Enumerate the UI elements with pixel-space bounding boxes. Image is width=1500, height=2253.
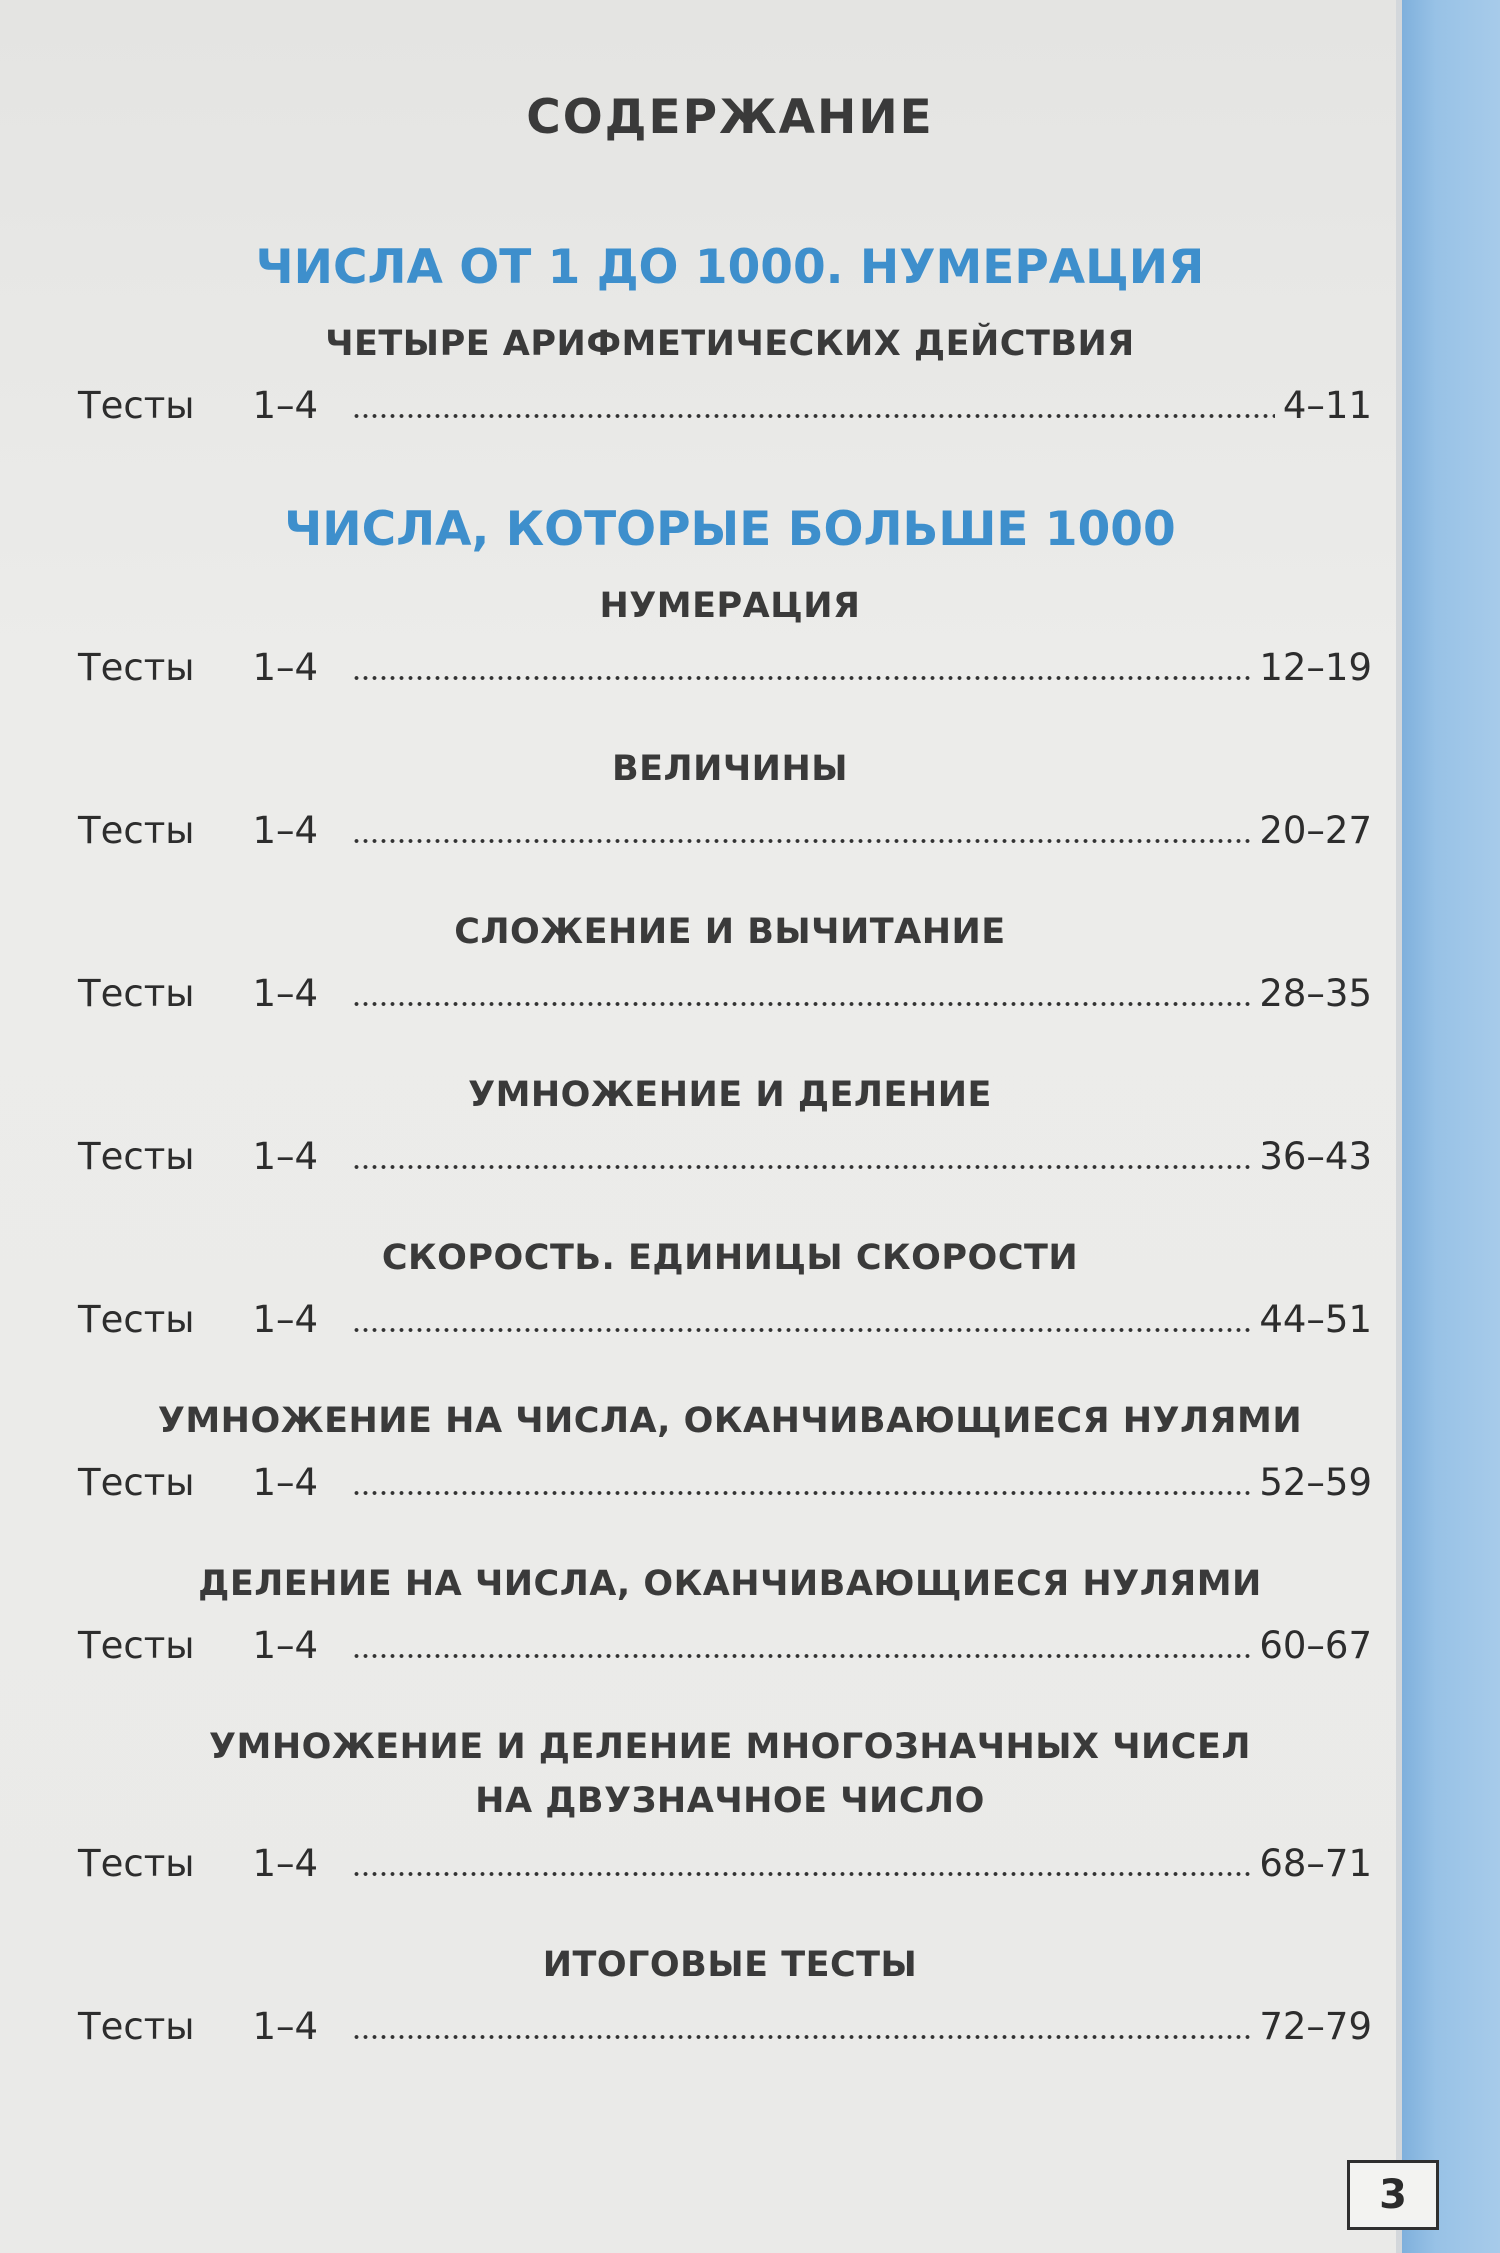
- toc-label: Тесты: [78, 1461, 195, 1504]
- dot-leader: [352, 1870, 1251, 1878]
- toc-row-numeration[interactable]: [78, 646, 1372, 692]
- section-title-addition: СЛОЖЕНИЕ И ВЫЧИТАНИЕ: [454, 912, 1006, 952]
- dot-leader: [352, 412, 1275, 420]
- section-title-multidigit-line2: НА ДВУЗНАЧНОЕ ЧИСЛО: [475, 1781, 985, 1821]
- toc-row-quantities[interactable]: [78, 809, 1372, 855]
- dot-leader: [352, 1326, 1251, 1334]
- dot-leader: [352, 2033, 1251, 2041]
- toc-pages: 20–27: [1259, 809, 1372, 852]
- toc-label: Тесты: [78, 1842, 195, 1885]
- part-title-1: ЧИСЛА ОТ 1 ДО 1000. НУМЕРАЦИЯ: [255, 240, 1205, 295]
- toc-range: 1–4: [252, 384, 319, 427]
- section-title-arithmetic: ЧЕТЫРЕ АРИФМЕТИЧЕСКИХ ДЕЙСТВИЯ: [325, 324, 1135, 364]
- toc-label: Тесты: [78, 2005, 195, 2048]
- toc-row-final-tests[interactable]: [78, 2005, 1372, 2051]
- toc-pages: 60–67: [1259, 1624, 1372, 1667]
- toc-pages: 28–35: [1259, 972, 1372, 1015]
- section-title-speed: СКОРОСТЬ. ЕДИНИЦЫ СКОРОСТИ: [381, 1238, 1079, 1278]
- section-title-quantities: ВЕЛИЧИНЫ: [611, 749, 849, 789]
- section-title-multiplication: УМНОЖЕНИЕ И ДЕЛЕНИЕ: [468, 1075, 992, 1115]
- part-title-2: ЧИСЛА, КОТОРЫЕ БОЛЬШЕ 1000: [284, 502, 1176, 557]
- toc-row-arithmetic[interactable]: [78, 384, 1372, 430]
- toc-label: Тесты: [78, 1298, 195, 1341]
- toc-row-multidigit[interactable]: [78, 1842, 1372, 1888]
- toc-pages: 68–71: [1259, 1842, 1372, 1885]
- page-title: СОДЕРЖАНИЕ: [526, 90, 934, 145]
- toc-row-multiply-zeros[interactable]: [78, 1461, 1372, 1507]
- dot-leader: [352, 1163, 1251, 1171]
- toc-row-addition[interactable]: [78, 972, 1372, 1018]
- toc-range: 1–4: [252, 809, 319, 852]
- toc-label: Тесты: [78, 809, 195, 852]
- toc-range: 1–4: [252, 2005, 319, 2048]
- toc-pages: 72–79: [1259, 2005, 1372, 2048]
- toc-label: Тесты: [78, 384, 195, 427]
- toc-pages: 44–51: [1259, 1298, 1372, 1341]
- dot-leader: [352, 1489, 1251, 1497]
- toc-row-speed[interactable]: [78, 1298, 1372, 1344]
- toc-label: Тесты: [78, 646, 195, 689]
- toc-range: 1–4: [252, 1624, 319, 1667]
- toc-range: 1–4: [252, 646, 319, 689]
- toc-range: 1–4: [252, 1298, 319, 1341]
- section-title-numeration: НУМЕРАЦИЯ: [599, 586, 861, 626]
- toc-row-multiplication[interactable]: [78, 1135, 1372, 1181]
- toc-label: Тесты: [78, 972, 195, 1015]
- section-title-multiply-zeros: УМНОЖЕНИЕ НА ЧИСЛА, ОКАНЧИВАЮЩИЕСЯ НУЛЯМИ: [157, 1401, 1303, 1441]
- toc-row-divide-zeros[interactable]: [78, 1624, 1372, 1670]
- toc-pages: 4–11: [1282, 384, 1372, 427]
- toc-pages: 52–59: [1259, 1461, 1372, 1504]
- toc-range: 1–4: [252, 1461, 319, 1504]
- toc-pages: 12–19: [1259, 646, 1372, 689]
- toc-label: Тесты: [78, 1624, 195, 1667]
- toc-range: 1–4: [252, 1135, 319, 1178]
- dot-leader: [352, 1000, 1251, 1008]
- section-title-final-tests: ИТОГОВЫЕ ТЕСТЫ: [542, 1945, 918, 1985]
- toc-pages: 36–43: [1259, 1135, 1372, 1178]
- dot-leader: [352, 674, 1251, 682]
- page-number: 3: [1347, 2160, 1439, 2230]
- dot-leader: [352, 1652, 1251, 1660]
- toc-label: Тесты: [78, 1135, 195, 1178]
- dot-leader: [352, 837, 1251, 845]
- section-title-divide-zeros: ДЕЛЕНИЕ НА ЧИСЛА, ОКАНЧИВАЮЩИЕСЯ НУЛЯМИ: [198, 1564, 1262, 1604]
- toc-range: 1–4: [252, 972, 319, 1015]
- toc-range: 1–4: [252, 1842, 319, 1885]
- section-title-multidigit-line1: УМНОЖЕНИЕ И ДЕЛЕНИЕ МНОГОЗНАЧНЫХ ЧИСЕЛ: [209, 1727, 1251, 1767]
